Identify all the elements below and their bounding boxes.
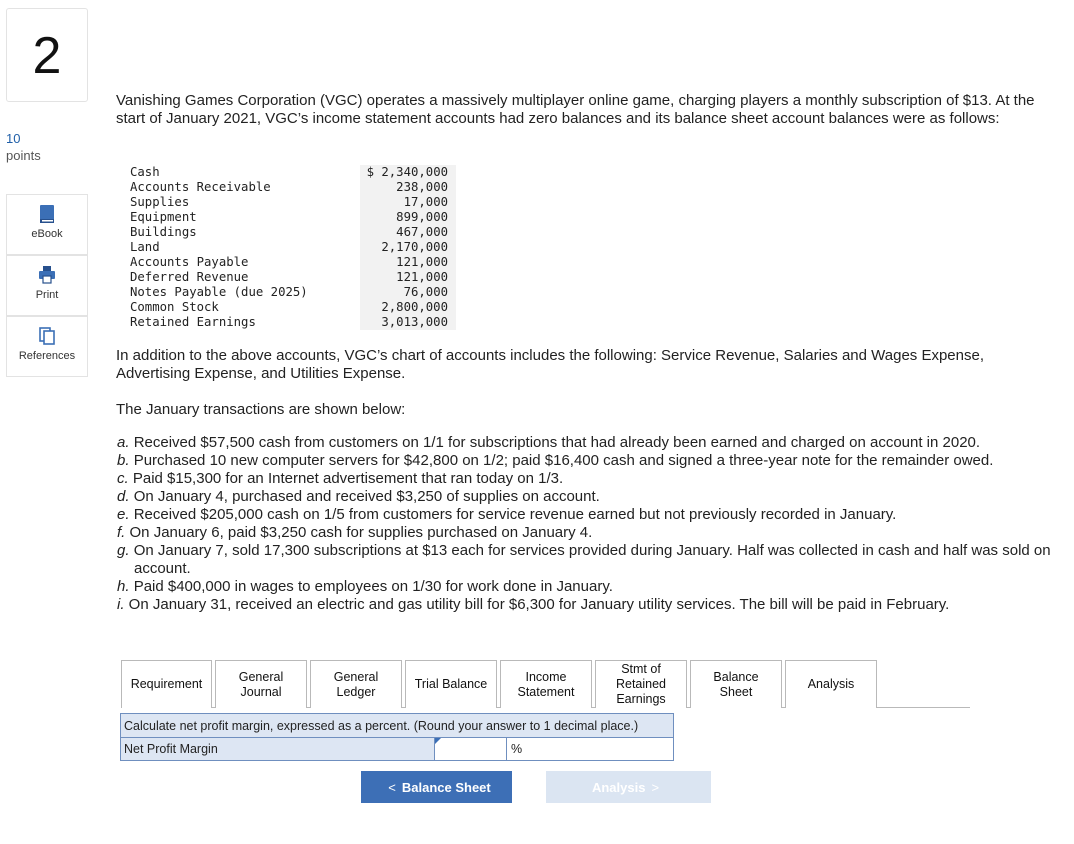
tab-analysis[interactable]: Analysis — [785, 660, 877, 708]
list-item — [117, 578, 1057, 596]
account-row — [130, 195, 456, 210]
account-value: 467,000 — [360, 225, 456, 240]
transaction-text: On January 7, sold 17,300 subscriptions at $13 each for services provided during January. Half was collected in cash and half was sold on account. — [133, 542, 1051, 577]
list-item — [117, 452, 1057, 470]
account-row — [130, 180, 456, 195]
account-name: Equipment — [130, 210, 197, 224]
ebook-button[interactable] — [6, 194, 88, 255]
transaction-text: Purchased 10 new computer servers for $42,800 on 1/2; paid $16,400 cash and signed a three-year note for the remainder owed. — [133, 452, 994, 469]
account-name: Accounts Payable — [130, 255, 249, 269]
account-row — [130, 165, 456, 180]
account-value: 121,000 — [360, 270, 456, 285]
references-button[interactable] — [6, 316, 88, 377]
account-value: 2,800,000 — [360, 300, 456, 315]
transaction-letter: a. — [117, 434, 130, 451]
account-value: 238,000 — [360, 180, 456, 195]
account-value: 2,170,000 — [360, 240, 456, 255]
account-name: Notes Payable (due 2025) — [130, 285, 308, 299]
transaction-letter: g. — [117, 542, 130, 559]
list-item — [117, 542, 1057, 578]
ebook-label: eBook — [31, 228, 63, 240]
chart-of-accounts-paragraph: In addition to the above accounts, VGC’s chart of accounts includes the following: Service Revenue, Salaries and Wages Expense, Advertising Expense, and Utilities Expense. — [116, 347, 985, 382]
transaction-text: Received $205,000 cash on 1/5 from customers for service revenue earned but not previously recorded in January. — [133, 506, 897, 523]
account-name: Retained Earnings — [130, 315, 256, 329]
account-row — [130, 210, 456, 225]
transaction-letter: d. — [117, 488, 130, 505]
account-row — [130, 285, 456, 300]
account-value: 3,013,000 — [360, 315, 456, 330]
account-name: Buildings — [130, 225, 197, 239]
tab-requirement[interactable]: Requirement — [121, 660, 212, 708]
transaction-text: Paid $15,300 for an Internet advertisement that ran today on 1/3. — [132, 470, 564, 487]
input-flag-icon — [435, 738, 441, 744]
references-label: References — [18, 350, 76, 362]
requirement-tabs — [121, 660, 880, 708]
transaction-text: On January 31, received an electric and gas utility bill for $6,300 for January utility services. The bill will be paid in February. — [128, 596, 950, 613]
transaction-letter: b. — [117, 452, 130, 469]
points-display — [6, 130, 41, 164]
transaction-text: On January 4, purchased and received $3,250 of supplies on account. — [133, 488, 600, 505]
transactions-list — [117, 434, 1057, 614]
table-row — [121, 738, 673, 760]
question-number: 2 — [6, 8, 88, 102]
account-name: Land — [130, 240, 160, 254]
account-row — [130, 255, 456, 270]
list-item — [117, 488, 1057, 506]
next-analysis-button[interactable] — [546, 771, 711, 803]
account-name: Common Stock — [130, 300, 219, 314]
account-value: 121,000 — [360, 255, 456, 270]
account-row — [130, 270, 456, 285]
print-label: Print — [35, 289, 59, 301]
tab-balance-sheet[interactable]: Balance Sheet — [690, 660, 782, 708]
account-value: 76,000 — [360, 285, 456, 300]
tab-income-statement[interactable]: Income Statement — [500, 660, 592, 708]
transaction-text: Received $57,500 cash from customers on 1/1 for subscriptions that had already been earned and charged on account in 2020. — [133, 434, 981, 451]
printer-icon — [37, 265, 57, 285]
transactions-intro: The January transactions are shown below: — [116, 401, 406, 418]
account-row — [130, 300, 456, 315]
chevron-right-icon: > — [651, 779, 660, 795]
list-item — [117, 506, 1057, 524]
net-profit-margin-label: Net Profit Margin — [121, 738, 434, 760]
account-name: Supplies — [130, 195, 190, 209]
account-value: 17,000 — [360, 195, 456, 210]
account-name: Accounts Receivable — [130, 180, 271, 194]
transaction-letter: c. — [117, 470, 129, 487]
account-row — [130, 240, 456, 255]
account-balances-table — [130, 165, 456, 330]
book-icon — [37, 204, 57, 224]
tab-general-ledger[interactable]: General Ledger — [310, 660, 402, 708]
chevron-left-icon: < — [388, 779, 396, 795]
transaction-letter: e. — [117, 506, 130, 523]
transaction-letter: h. — [117, 578, 130, 595]
net-profit-margin-cell — [434, 738, 507, 760]
list-item — [117, 434, 1057, 452]
percent-unit: % — [507, 738, 673, 760]
tab-trial-balance[interactable]: Trial Balance — [405, 660, 497, 708]
account-name: Deferred Revenue — [130, 270, 249, 284]
transaction-letter: f. — [117, 524, 126, 541]
account-name: Cash — [130, 165, 160, 179]
transaction-text: On January 6, paid $3,250 cash for supplies purchased on January 4. — [129, 524, 593, 541]
next-button-label: Analysis — [591, 779, 646, 795]
points-value: 10 — [6, 131, 21, 146]
prev-button-label: Balance Sheet — [401, 779, 491, 795]
list-item — [117, 596, 1057, 614]
account-value: $ 2,340,000 — [360, 165, 456, 180]
net-profit-margin-input[interactable] — [435, 738, 506, 760]
transaction-letter: i. — [117, 596, 125, 613]
points-label: points — [6, 148, 41, 163]
account-row — [130, 315, 456, 330]
references-icon — [37, 326, 57, 346]
intro-paragraph: Vanishing Games Corporation (VGC) operates a massively multiplayer online game, charging players a monthly subscription of $13. At the start of January 2021, VGC’s income statement accounts had zero balances and its balance sheet account balances were as follows: — [116, 92, 1035, 127]
account-row — [130, 225, 456, 240]
transaction-text: Paid $400,000 in wages to employees on 1/30 for work done in January. — [133, 578, 613, 595]
prev-balance-sheet-button[interactable] — [361, 771, 512, 803]
answer-grid — [120, 713, 674, 761]
account-value: 899,000 — [360, 210, 456, 225]
list-item — [117, 470, 1057, 488]
list-item — [117, 524, 1057, 542]
instruction-text: Calculate net profit margin, expressed as a percent. (Round your answer to 1 decimal place.) — [121, 714, 673, 738]
print-button[interactable] — [6, 255, 88, 316]
tab-general-journal[interactable]: General Journal — [215, 660, 307, 708]
tab-retained-earnings[interactable]: Stmt of Retained Earnings — [595, 660, 687, 708]
